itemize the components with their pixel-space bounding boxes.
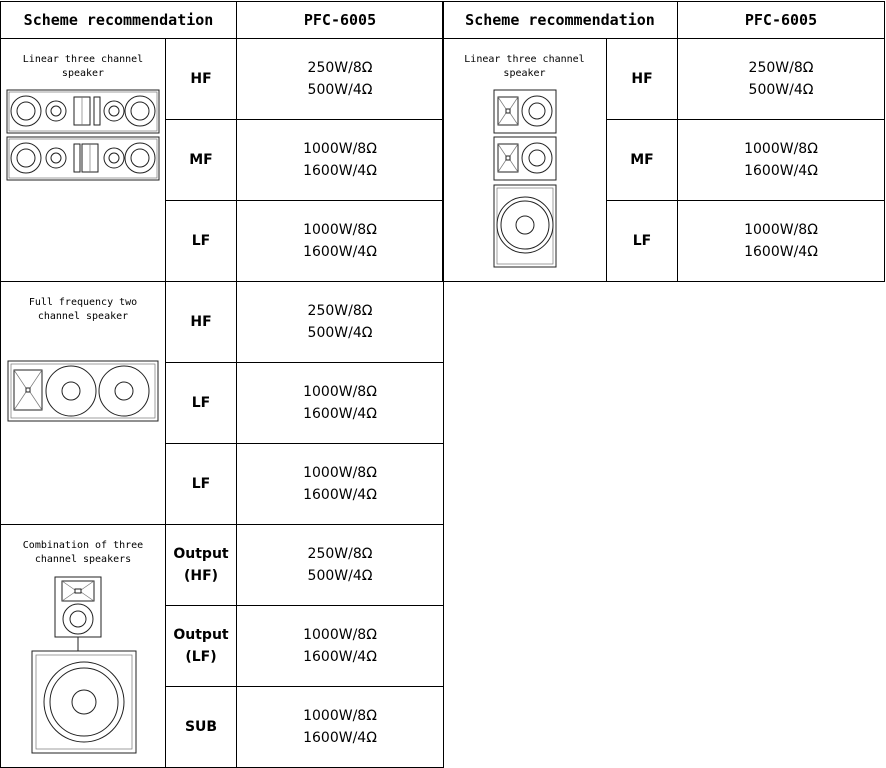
band-cell: LF — [166, 363, 237, 444]
power-cell: 1000W/8Ω 1600W/4Ω — [237, 687, 444, 768]
scheme-header: Scheme recommendation — [1, 2, 237, 39]
band-cell: Output (LF) — [166, 606, 237, 687]
power-cell: 250W/8Ω 500W/4Ω — [678, 39, 885, 120]
left-spec-table — [0, 1, 444, 768]
table-row — [1, 525, 444, 606]
linear-three-channel-speaker-icon — [6, 89, 160, 181]
power-cell: 1000W/8Ω 1600W/4Ω — [678, 120, 885, 201]
power-cell: 1000W/8Ω 1600W/4Ω — [237, 201, 444, 282]
power-cell: 1000W/8Ω 1600W/4Ω — [237, 444, 444, 525]
combination-three-channel-speakers-icon — [28, 575, 138, 755]
band-cell: MF — [166, 120, 237, 201]
band-cell: HF — [607, 39, 678, 120]
power-cell: 1000W/8Ω 1600W/4Ω — [678, 201, 885, 282]
header-row — [443, 2, 885, 39]
scheme-cell — [1, 525, 166, 768]
band-cell: LF — [166, 444, 237, 525]
band-cell: MF — [607, 120, 678, 201]
right-spec-table — [442, 1, 885, 282]
scheme-description: Linear three channel speaker — [22, 54, 144, 79]
model-header: PFC-6005 — [678, 2, 885, 39]
band-cell: LF — [607, 201, 678, 282]
scheme-description: Full frequency two channel speaker — [28, 297, 138, 322]
full-frequency-two-channel-speaker-icon — [7, 360, 159, 422]
band-cell: LF — [166, 201, 237, 282]
power-cell: 250W/8Ω 500W/4Ω — [237, 525, 444, 606]
band-cell: HF — [166, 282, 237, 363]
band-cell: HF — [166, 39, 237, 120]
model-header: PFC-6005 — [237, 2, 444, 39]
power-cell: 250W/8Ω 500W/4Ω — [237, 39, 444, 120]
scheme-header: Scheme recommendation — [443, 2, 678, 39]
scheme-description: Linear three channel speaker — [464, 54, 585, 79]
table-row — [1, 282, 444, 363]
power-cell: 1000W/8Ω 1600W/4Ω — [237, 363, 444, 444]
power-cell: 1000W/8Ω 1600W/4Ω — [237, 606, 444, 687]
header-row — [1, 2, 444, 39]
scheme-cell — [443, 39, 607, 282]
band-cell: Output (HF) — [166, 525, 237, 606]
vertical-three-channel-speaker-icon — [493, 89, 557, 269]
power-cell: 1000W/8Ω 1600W/4Ω — [237, 120, 444, 201]
scheme-description: Combination of three channel speakers — [22, 540, 144, 565]
scheme-cell — [1, 282, 166, 525]
table-row — [1, 39, 444, 120]
table-row — [443, 39, 885, 120]
band-cell: SUB — [166, 687, 237, 768]
power-cell: 250W/8Ω 500W/4Ω — [237, 282, 444, 363]
scheme-cell — [1, 39, 166, 282]
